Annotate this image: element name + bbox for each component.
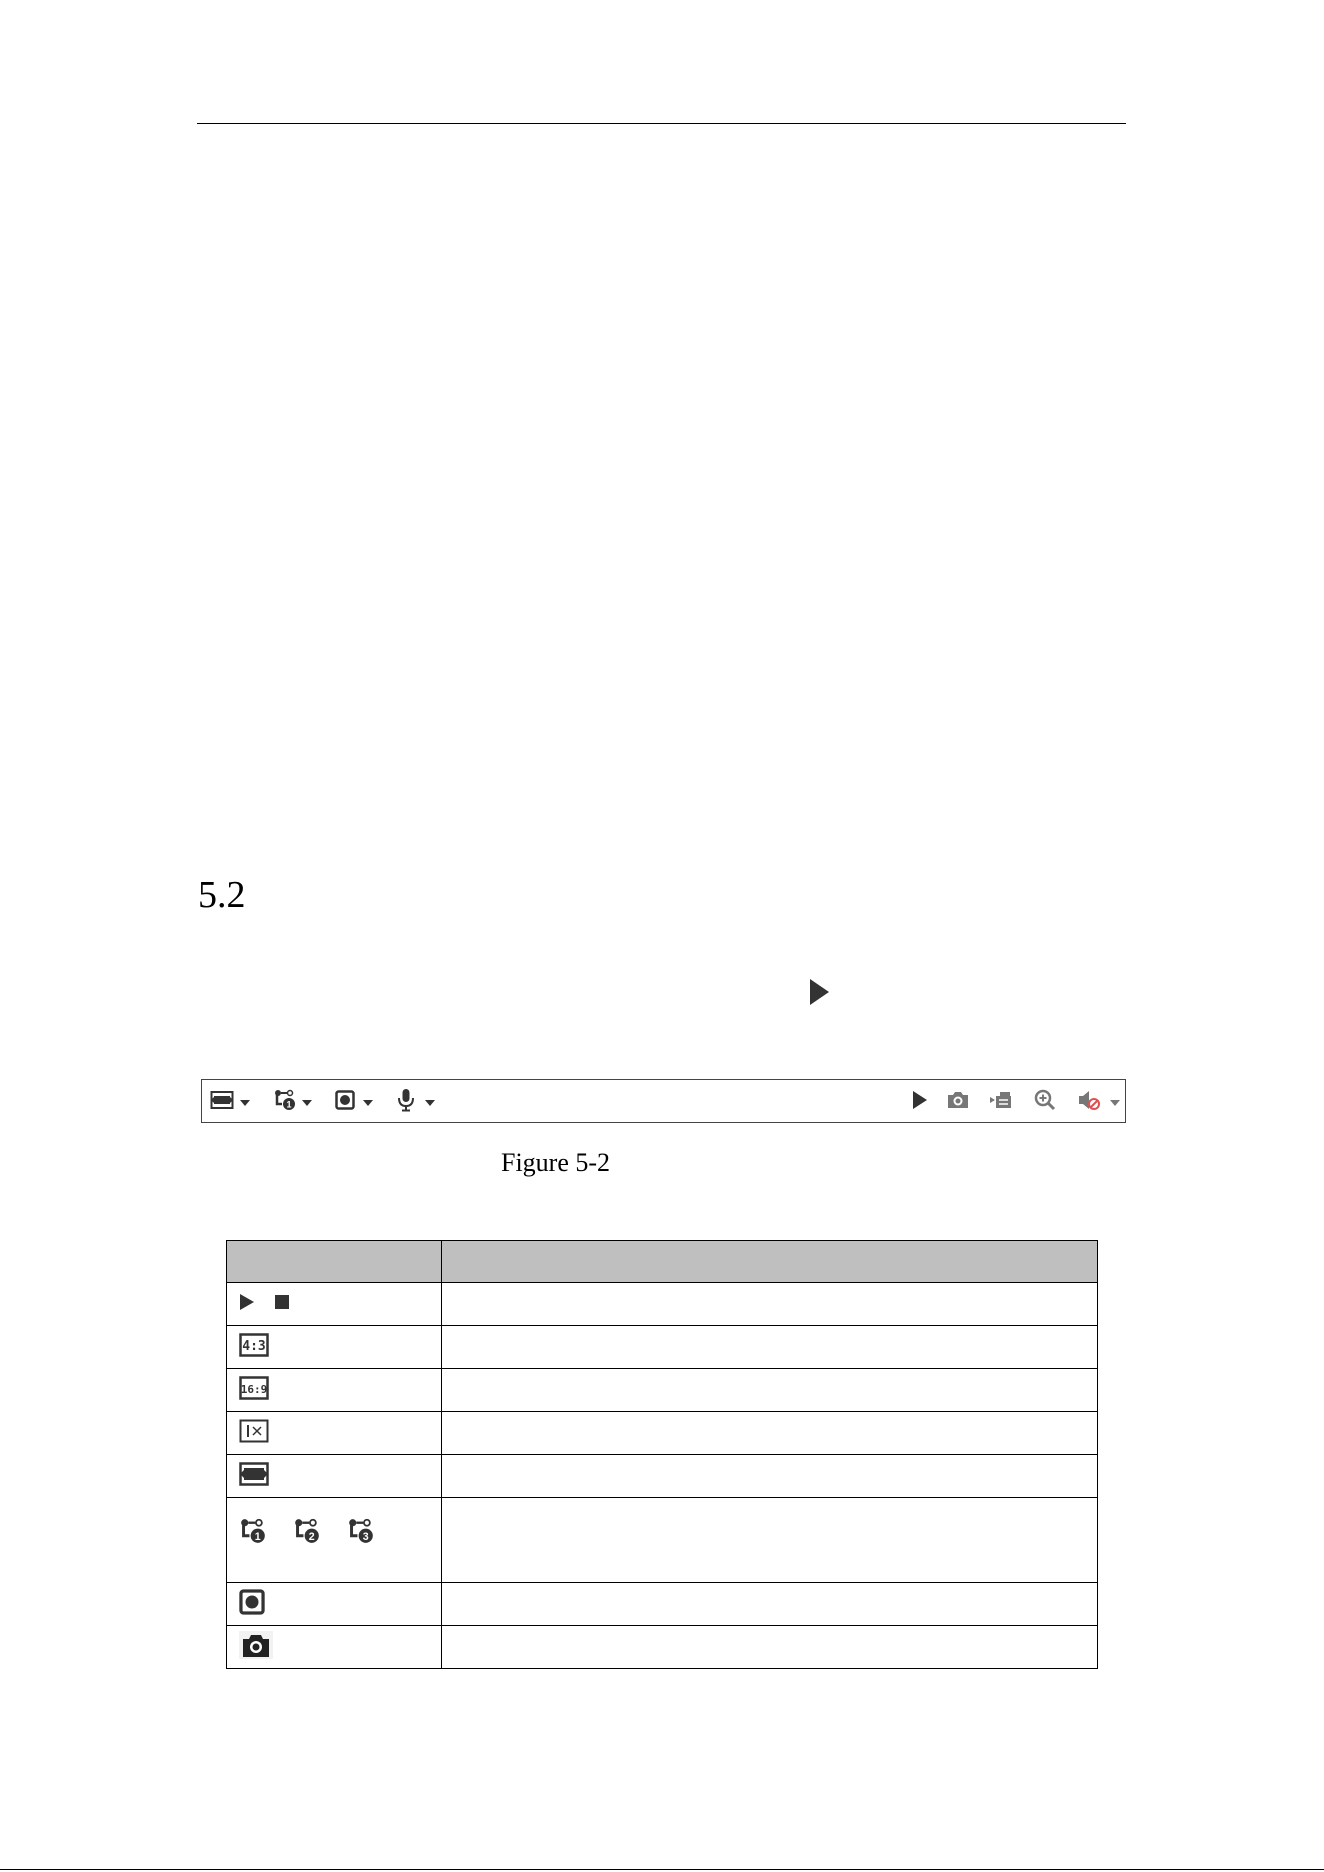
svg-text:2: 2 — [308, 1530, 315, 1543]
image-setting-button[interactable] — [335, 1080, 373, 1124]
figure-caption: Figure 5-2 — [501, 1148, 611, 1177]
camera-icon — [239, 1631, 273, 1664]
microphone-icon — [397, 1088, 415, 1117]
stream-type-button[interactable] — [274, 1080, 312, 1124]
digital-zoom-button[interactable] — [1034, 1080, 1056, 1124]
window-size-button[interactable] — [210, 1080, 250, 1124]
table-row — [227, 1412, 1098, 1455]
aspect-4-3-icon — [239, 1333, 269, 1362]
stream-type-icon — [274, 1089, 296, 1116]
play-button[interactable] — [912, 1080, 928, 1124]
third-stream-icon — [347, 1518, 375, 1549]
svg-text:1: 1 — [254, 1530, 261, 1543]
svg-text:3: 3 — [362, 1530, 369, 1543]
table-row — [227, 1583, 1098, 1626]
chevron-down-icon — [240, 1093, 250, 1111]
row-description — [442, 1455, 1098, 1498]
video-camera-icon — [989, 1091, 1013, 1114]
table-row — [227, 1369, 1098, 1412]
footer-rule — [0, 1869, 1324, 1870]
self-adaptive-window-icon — [239, 1462, 269, 1491]
svg-text:1: 1 — [286, 1099, 292, 1109]
table-row — [227, 1455, 1098, 1498]
microphone-button[interactable] — [397, 1080, 435, 1124]
speaker-mute-icon — [1078, 1089, 1102, 1116]
row-description — [442, 1326, 1098, 1369]
chevron-down-icon — [302, 1093, 312, 1111]
stop-icon — [275, 1295, 289, 1314]
audio-button[interactable] — [1078, 1080, 1120, 1124]
original-size-icon — [239, 1419, 269, 1448]
section-number: 5.2 — [198, 874, 246, 916]
table-row — [227, 1626, 1098, 1669]
play-icon — [808, 978, 830, 1011]
table-header-icon — [227, 1241, 442, 1283]
main-stream-icon — [239, 1518, 267, 1549]
row-description — [442, 1626, 1098, 1669]
row-description — [442, 1283, 1098, 1326]
table-row — [227, 1283, 1098, 1326]
live-view-toolbar — [201, 1079, 1126, 1123]
table-header-row — [227, 1241, 1098, 1283]
zoom-in-icon — [1034, 1089, 1056, 1116]
table-header-description — [442, 1241, 1098, 1283]
chevron-down-icon — [425, 1093, 435, 1111]
image-setting-icon — [239, 1589, 265, 1620]
icon-description-table — [226, 1240, 1098, 1669]
row-description — [442, 1583, 1098, 1626]
table-row — [227, 1326, 1098, 1369]
svg-text:4:3: 4:3 — [242, 1338, 266, 1354]
play-icon — [239, 1293, 255, 1316]
play-icon — [912, 1090, 928, 1115]
record-button[interactable] — [989, 1080, 1013, 1124]
row-description — [442, 1412, 1098, 1455]
camera-icon — [947, 1091, 969, 1114]
window-size-icon — [210, 1090, 234, 1115]
row-description — [442, 1498, 1098, 1583]
aspect-16-9-icon — [239, 1376, 269, 1405]
chevron-down-icon — [1110, 1093, 1120, 1111]
image-setting-icon — [335, 1090, 355, 1115]
header-rule — [197, 123, 1126, 124]
row-description — [442, 1369, 1098, 1412]
capture-button[interactable] — [947, 1080, 969, 1124]
sub-stream-icon — [293, 1518, 321, 1549]
chevron-down-icon — [363, 1093, 373, 1111]
table-row — [227, 1498, 1098, 1583]
svg-text:16:9: 16:9 — [240, 1382, 268, 1396]
